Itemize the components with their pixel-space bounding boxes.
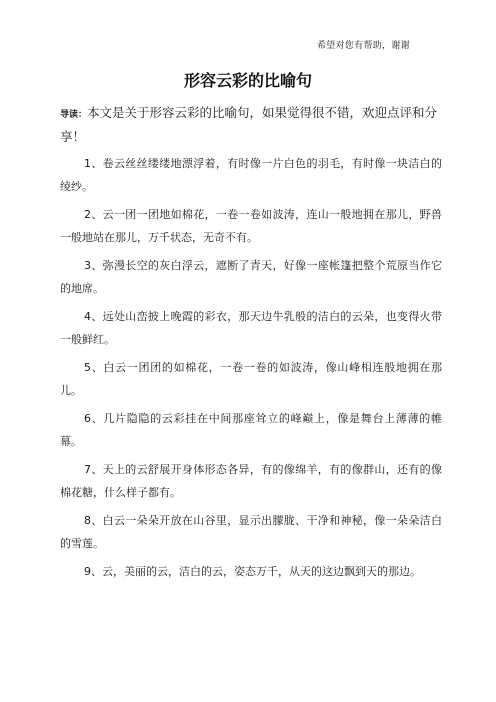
- list-item: 3、弥漫长空的灰白浮云，遮断了青天，好像一座帐篷把整个荒原当作它的地席。: [60, 259, 442, 295]
- list-item: 6、几片隐隐的云彩挂在中间那座耸立的峰巅上，像是舞台上薄薄的帷幕。: [60, 412, 442, 448]
- list-item: 5、白云一团团的如棉花，一卷一卷的如波涛，像山峰相连般地拥在那儿。: [60, 361, 442, 397]
- list-item: 1、卷云丝丝缕缕地漂浮着，有时像一片白色的羽毛，有时像一块洁白的绫纱。: [60, 157, 442, 193]
- document-title: 形容云彩的比喻句: [183, 71, 312, 90]
- list-item: 9、云，美丽的云，洁白的云，姿态万千，从天的这边飘到天的那边。: [84, 565, 421, 578]
- list-item: 2、云一团一团地如棉花，一卷一卷如波涛，连山一般地拥在那儿，野兽一般地站在那儿，万千状态，无奇不有。: [60, 208, 442, 244]
- header-note: 希望对您有帮助，谢谢: [316, 41, 410, 51]
- intro-label: 导读：: [60, 110, 88, 120]
- intro-text: 本文是关于形容云彩的比喻句，如果觉得很不错，欢迎点评和分享！: [60, 105, 438, 144]
- list-item: 4、远处山峦披上晚霞的彩衣，那天边牛乳般的洁白的云朵，也变得火带一般鲜红。: [60, 310, 442, 346]
- list-item: 8、白云一朵朵开放在山谷里，显示出朦胧、干净和神秘，像一朵朵洁白的雪莲。: [60, 514, 442, 550]
- list-item: 7、天上的云舒展开身体形态各异，有的像绵羊，有的像群山，还有的像棉花糖，什么样子都有。: [60, 463, 442, 499]
- intro-paragraph: [60, 102, 442, 147]
- simile-list: [60, 152, 442, 588]
